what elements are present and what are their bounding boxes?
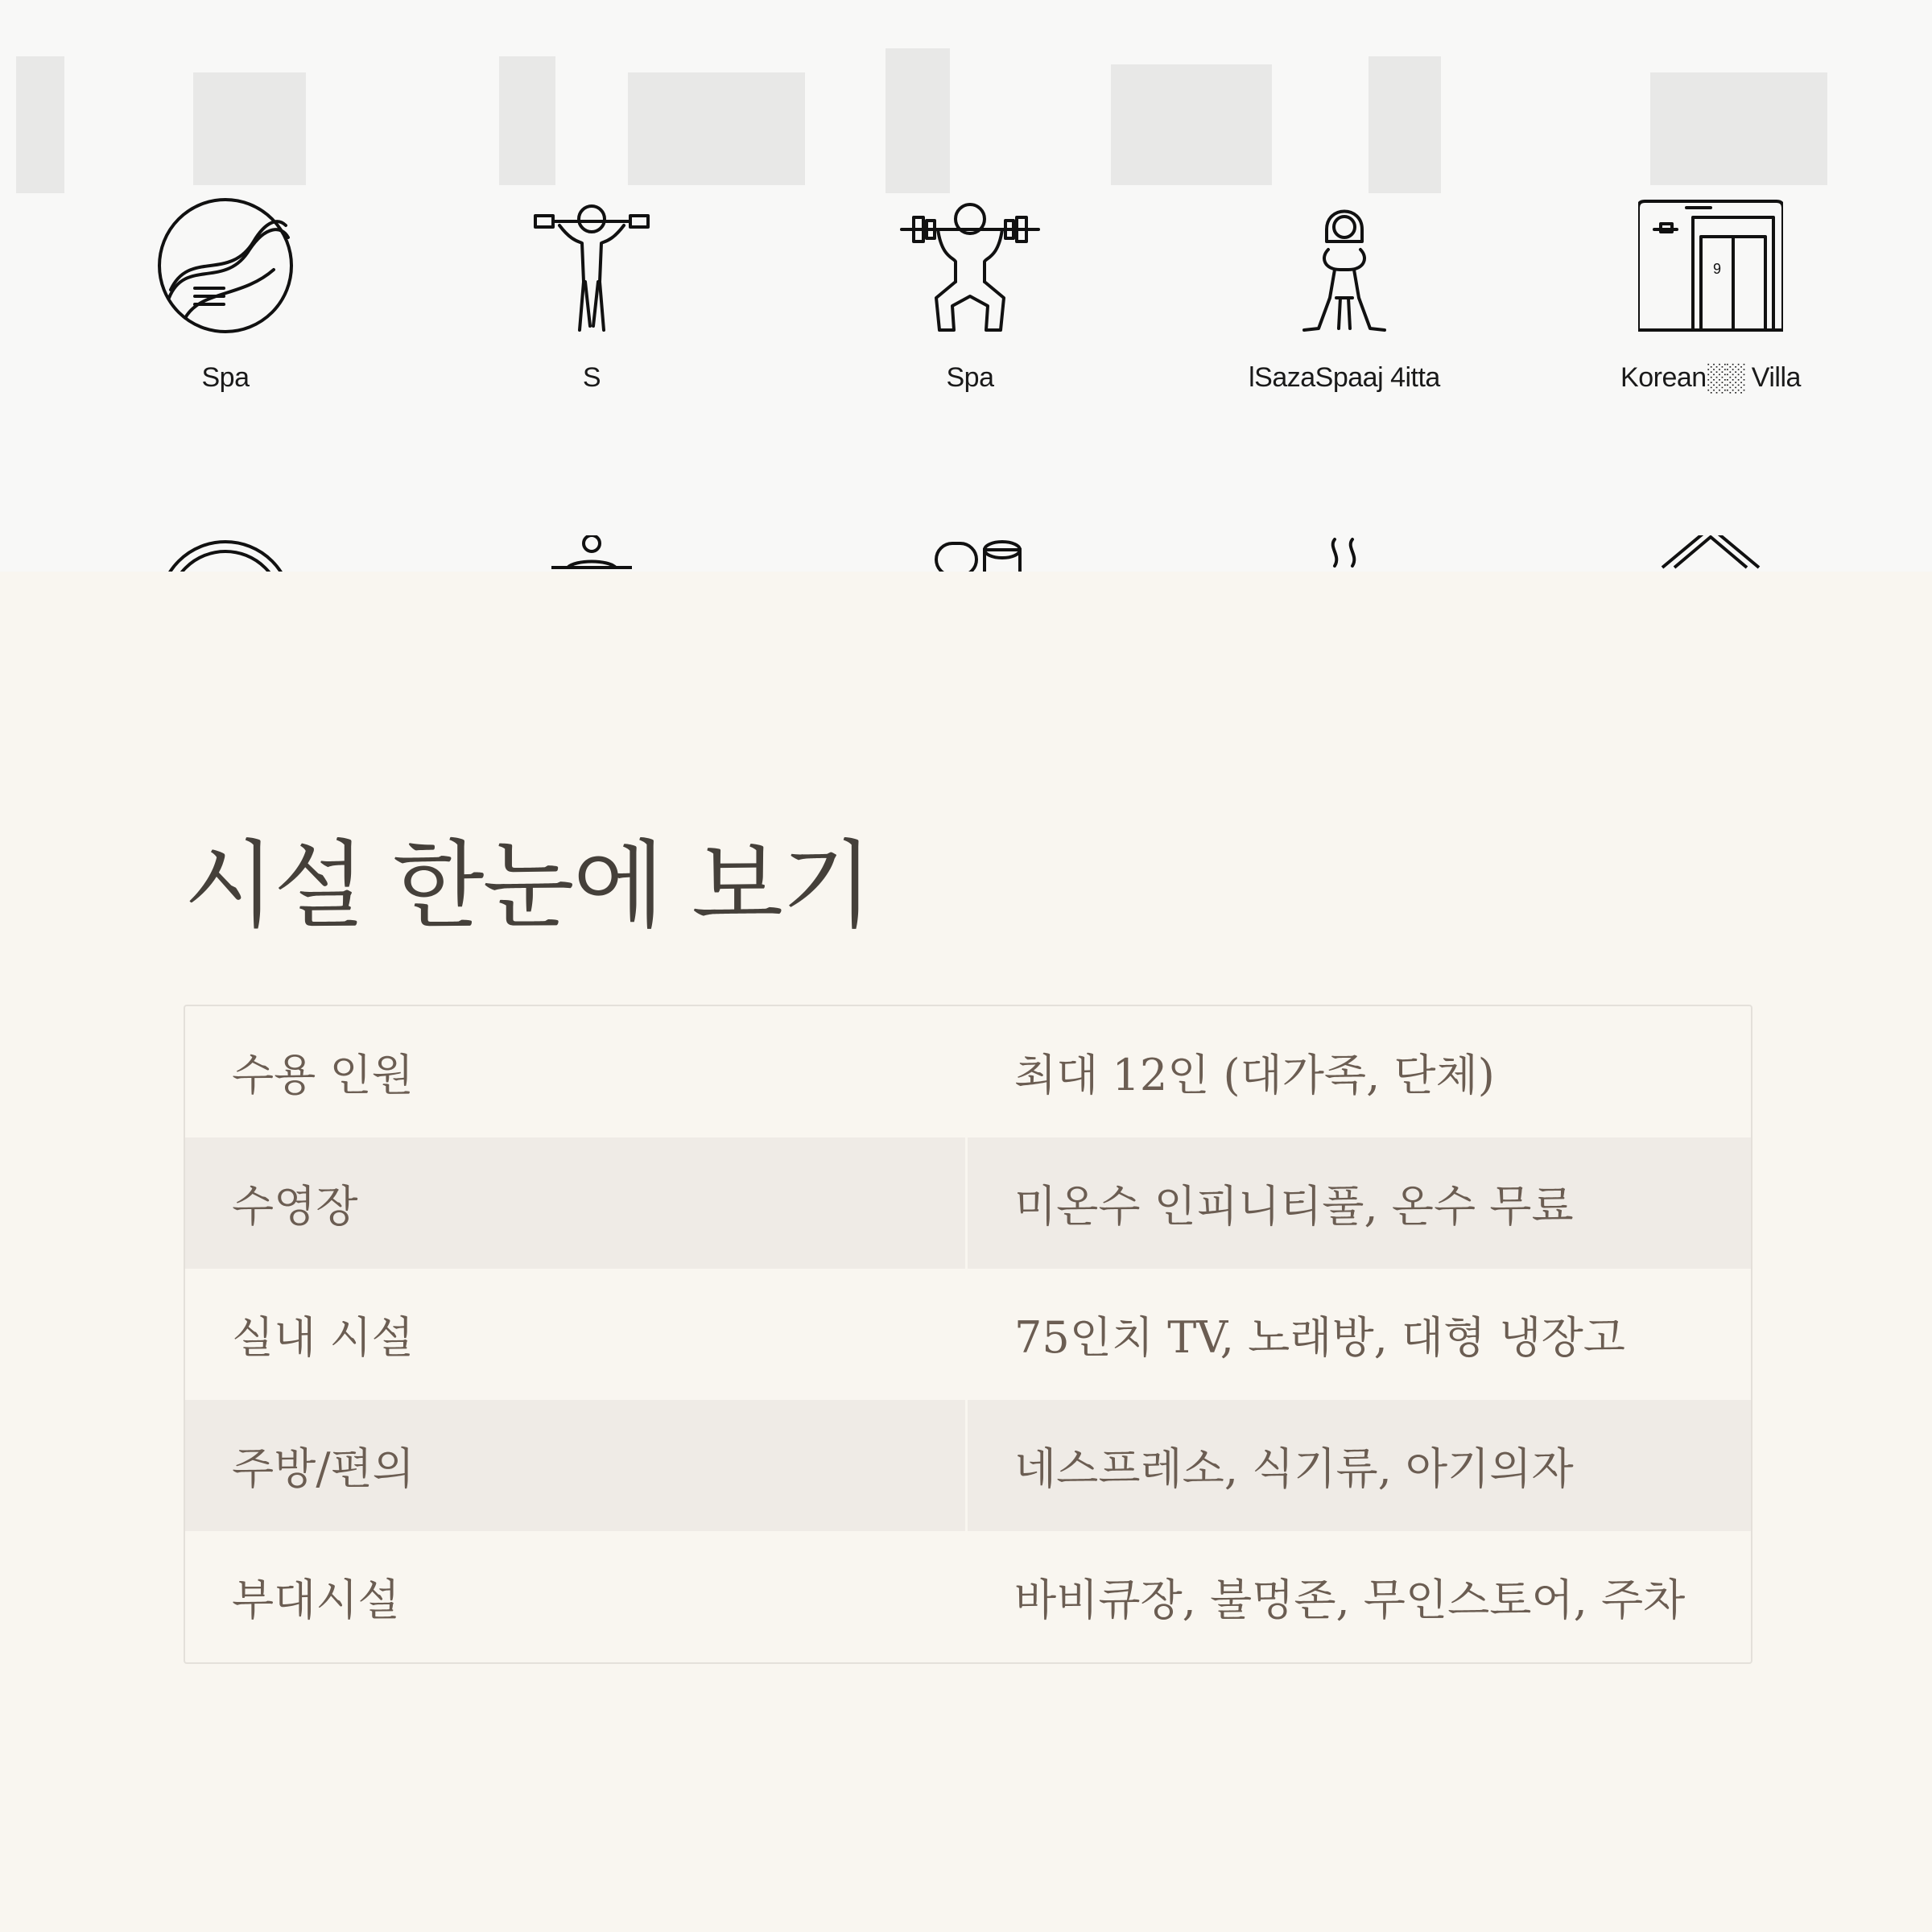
table-row [185,1400,1751,1531]
icon-cell-weightlift [849,193,1091,402]
row-label: 수영장 [185,1137,968,1269]
icon-cell-row2-5 [1590,535,1831,572]
weightlifting-person-icon [898,193,1042,338]
row-value: 바비큐장, 불멍존, 무인스토어, 주차 [1014,1575,1686,1625]
spa-wave-icon [153,193,298,338]
row-value: 75인치 TV, 노래방, 대형 냉장고 [1014,1312,1625,1363]
table-row [185,1531,1751,1662]
faded-background-lettering [0,24,1932,209]
row-value: 미온수 인피니티풀, 온수 무료 [1014,1181,1574,1232]
massage-stones-icon [898,535,1042,572]
yoga-person-icon [1272,193,1417,338]
circle-icon [153,535,298,572]
icon-caption: S [582,362,601,393]
house-icon [1638,535,1783,572]
icon-caption: Spa [946,362,994,393]
icon-caption: lSazaSpaaj 4itta [1249,362,1440,393]
icon-cell-row2-1 [105,535,346,572]
icon-cell-stretch [471,193,712,402]
row-label: 수용 인원 [232,1050,414,1100]
icon-cell-spa [105,193,346,402]
section-title: 시설 한눈에 보기 [184,830,872,941]
icon-cell-shower [1590,193,1831,402]
row-label: 실내 시설 [232,1312,414,1363]
svg-text:9: 9 [1713,261,1722,277]
steam-icon [1272,535,1417,572]
row-value: 최대 12인 (대가족, 단체) [1014,1050,1495,1100]
icon-cell-row2-4 [1224,535,1465,572]
table-row [185,1269,1751,1400]
row-value: 네스프레소, 식기류, 아기의자 [1014,1443,1574,1494]
stretching-person-icon [519,193,664,338]
icon-caption: Korean░░ Villa [1620,362,1801,393]
icon-cell-yoga [1224,193,1465,402]
icon-cell-row2-3 [849,535,1091,572]
facility-table [184,1005,1752,1664]
row-label: 부대시설 [232,1575,400,1625]
icon-cell-row2-2 [471,535,712,572]
row-label: 주방/편의 [185,1400,968,1531]
icon-caption: Spa [201,362,250,393]
person-icon [519,535,664,572]
shower-booth-icon [1638,193,1783,338]
table-row [185,1006,1751,1137]
table-row [185,1137,1751,1269]
facility-icon-image [0,0,1932,572]
